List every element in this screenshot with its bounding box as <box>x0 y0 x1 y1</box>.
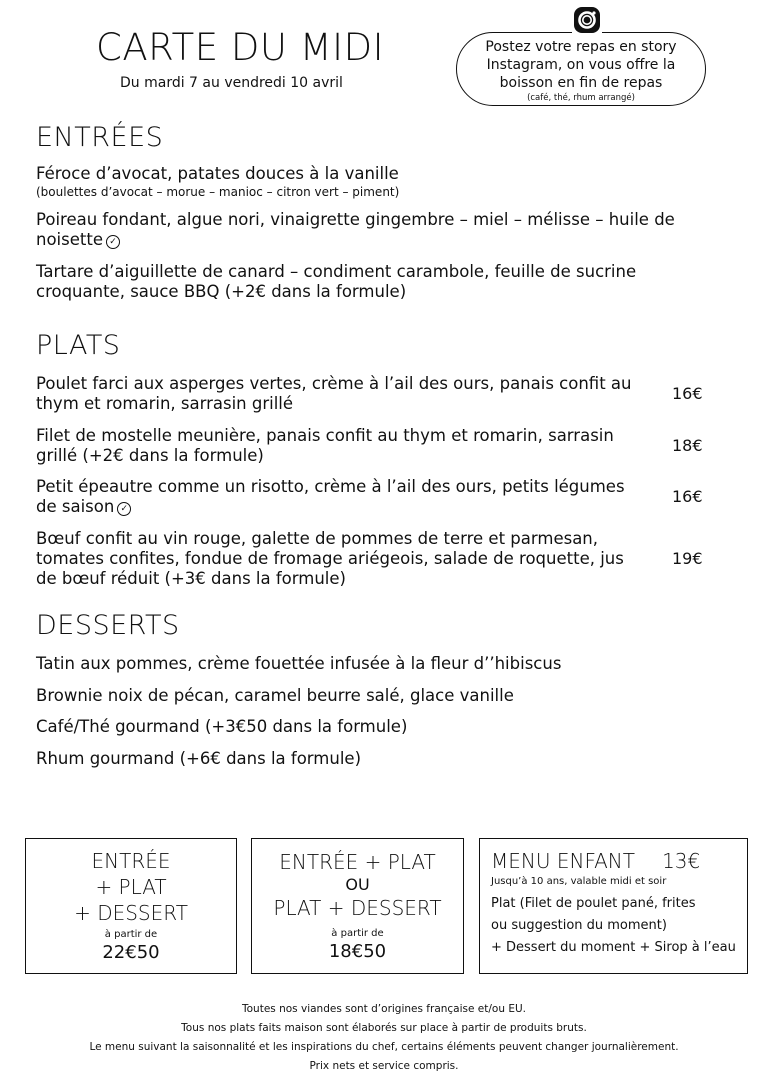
item-name-cont: croquante, sauce BBQ (+2€ dans la formule) <box>36 282 407 301</box>
footer-notes <box>0 1000 768 1076</box>
kids-menu-box <box>479 838 748 974</box>
vegetarian-icon: ✓ <box>106 235 120 249</box>
section-title-desserts: DESSERTS <box>36 610 180 641</box>
promo-note: (café, thé, rhum arrangé) <box>527 93 635 103</box>
item-details: (boulettes d’avocat – morue – manioc – citron vert – piment) <box>36 185 400 199</box>
kids-menu-line: + Dessert du moment + Sirop à l’eau <box>491 940 736 955</box>
item-name-cont: noisette <box>36 230 103 249</box>
instagram-promo <box>456 32 706 106</box>
formula-line: ENTRÉE <box>91 849 171 873</box>
item-name: Poulet farci aux asperges vertes, crème à l’ail des ours, panais confit au <box>36 374 632 393</box>
formula-line: + DESSERT <box>74 901 188 925</box>
item-name-cont: de saison <box>36 497 115 516</box>
item-price: 19€ <box>672 549 703 568</box>
item-price: 16€ <box>672 487 703 506</box>
item-name: Bœuf confit au vin rouge, galette de pommes de terre et parmesan, <box>36 529 599 548</box>
kids-menu-note: Jusqu’à 10 ans, valable midi et soir <box>491 876 667 887</box>
item-price: 18€ <box>672 436 703 455</box>
item-name: Petit épeautre comme un risotto, crème à l’ail des ours, petits légumes <box>36 477 625 496</box>
formula-from-label: à partir de <box>331 928 384 939</box>
menu-item <box>36 374 676 414</box>
formula-line: + PLAT <box>95 875 167 899</box>
menu-item <box>36 210 676 250</box>
menu-item <box>36 529 676 589</box>
vegetarian-icon: ✓ <box>117 502 131 516</box>
footer-line: Toutes nos viandes sont d’origines française et/ou EU. <box>242 1003 526 1015</box>
formula-price: 22€50 <box>102 942 160 963</box>
formula-price: 18€50 <box>328 941 387 962</box>
item-name-cont: tomates confites, fondue de fromage ariégeois, salade de roquette, jus <box>36 549 624 568</box>
formula-line: PLAT + DESSERT <box>273 896 442 920</box>
item-name-cont: grillé (+2€ dans la formule) <box>36 446 264 465</box>
formula-box-3-courses <box>25 838 237 974</box>
item-name: Féroce d’avocat, patates douces à la vanille <box>36 164 399 183</box>
formula-line: ENTRÉE + PLAT <box>279 850 436 874</box>
kids-menu-price: 13€ <box>662 849 701 873</box>
date-range: Du mardi 7 au vendredi 10 avril <box>120 75 343 91</box>
formula-box-2-courses <box>251 838 464 974</box>
menu-item: Café/Thé gourmand (+3€50 dans la formule) <box>36 717 408 736</box>
kids-menu-title: MENU ENFANT <box>491 849 635 873</box>
item-name: Filet de mostelle meunière, panais confit au thym et romarin, sarrasin <box>36 426 614 445</box>
menu-item <box>36 262 676 302</box>
formula-from-label: à partir de <box>104 929 158 940</box>
footer-line: Le menu suivant la saisonnalité et les inspirations du chef, certains éléments peuvent changer journalièrement. <box>89 1041 679 1053</box>
footer-line: Prix nets et service compris. <box>309 1060 459 1072</box>
menu-item <box>36 426 676 466</box>
menu-item: Rhum gourmand (+6€ dans la formule) <box>36 749 362 768</box>
section-title-entrees: ENTRÉES <box>36 122 164 153</box>
item-name-cont: thym et romarin, sarrasin grillé <box>36 394 294 413</box>
kids-menu-line: Plat (Filet de poulet pané, frites <box>491 896 696 911</box>
promo-line-2: Instagram, on vous offre la <box>486 57 676 73</box>
item-name: Tartare d’aiguillette de canard – condiment carambole, feuille de sucrine <box>36 262 637 281</box>
item-price: 16€ <box>672 384 703 403</box>
menu-item <box>36 477 676 517</box>
menu-item: Brownie noix de pécan, caramel beurre salé, glace vanille <box>36 686 514 705</box>
menu-item <box>36 164 676 200</box>
instagram-icon <box>572 5 602 35</box>
promo-line-3: boisson en fin de repas <box>499 75 663 91</box>
footer-line: Tous nos plats faits maison sont élaborés sur place à partir de produits bruts. <box>181 1022 587 1034</box>
kids-menu-line: ou suggestion du moment) <box>491 918 667 933</box>
item-name-cont: de bœuf réduit (+3€ dans la formule) <box>36 569 346 588</box>
menu-item: Tatin aux pommes, crème fouettée infusée à la fleur d’’hibiscus <box>36 654 562 673</box>
promo-line-1: Postez votre repas en story <box>485 39 677 55</box>
item-name: Poireau fondant, algue nori, vinaigrette gingembre – miel – mélisse – huile de <box>36 210 675 229</box>
page-title: CARTE DU MIDI <box>96 26 384 69</box>
section-title-plats: PLATS <box>36 330 121 361</box>
formula-or: OU <box>345 875 370 894</box>
